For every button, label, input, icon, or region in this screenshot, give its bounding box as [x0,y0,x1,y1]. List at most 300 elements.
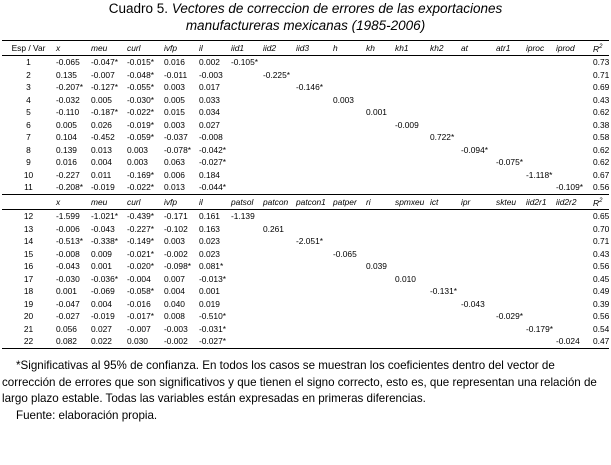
table-cell [495,248,525,261]
table-cell: 0.47 [593,336,609,347]
table-cell [365,181,394,194]
table-cell: 0.62 [593,144,609,155]
table-cell: 0.56 [593,261,609,272]
table-cell [332,119,365,132]
table-cell [365,335,394,348]
table-cell [429,106,460,119]
table-row [2,285,609,298]
table-cell [295,131,332,144]
table-cell [525,144,555,157]
table-cell [365,223,394,236]
table-cell: 0.67 [593,169,609,180]
table-cell: 0.016 [164,57,185,68]
table-cell [365,156,394,169]
table-cell [262,106,295,119]
table-cell: -0.008 [199,132,223,143]
table-cell [332,56,365,69]
column-header [2,194,55,209]
table-cell: 0.104 [56,132,77,143]
table-cell: 0.001 [91,261,112,272]
table-cell [429,119,460,132]
table-cell [295,56,332,69]
table-cell [394,81,429,94]
table-cell [495,260,525,273]
table-cell [262,119,295,132]
table-cell [460,223,495,236]
table-cell [555,235,592,248]
table-cell: -0.146* [296,82,324,93]
table-cell: -0.513* [56,236,84,247]
table-cell: 0.001 [366,107,387,118]
table-cell [495,56,525,69]
table-cell: -0.019* [127,119,155,130]
table-cell: 13 [23,223,34,234]
column-header: curl [126,41,163,56]
table-cell [262,298,295,311]
table-cell: 5 [26,107,31,118]
table-cell: -0.019 [91,182,115,193]
table-cell [332,298,365,311]
table-cell [429,156,460,169]
table-cell: -0.059* [127,132,155,143]
table-cell [332,310,365,323]
table-cell [332,81,365,94]
table-cell [394,223,429,236]
table-cell: -1.139 [231,211,255,222]
table-cell [365,94,394,107]
table-cell: -0.029* [496,311,524,322]
table-cell: -0.011 [164,69,188,80]
column-header: meu [90,41,126,56]
table-cell [460,248,495,261]
caption-title-line2: manufactureras mexicanas (1985-2006) [185,18,426,33]
table-cell [230,169,262,182]
table-cell [495,210,525,223]
column-header: ivfp [163,41,198,56]
table-row [2,169,609,182]
table-cell: 0.38 [593,119,609,130]
table-cell [230,223,262,236]
table-cell [495,181,525,194]
table-cell [525,273,555,286]
table-cell [332,144,365,157]
table-cell [555,260,592,273]
table-cell: -0.109* [556,182,584,193]
table-cell [230,273,262,286]
table-cell [365,310,394,323]
table-cell: -0.058* [127,286,155,297]
table-cell [460,335,495,348]
table-cell [460,56,495,69]
table-cell [429,144,460,157]
column-header: skteu [495,194,525,209]
table-cell [495,119,525,132]
table-cell: -0.032 [56,94,80,105]
table-cell: 0.016 [56,157,77,168]
table-cell: 17 [23,273,34,284]
table-cell [495,131,525,144]
table-cell [394,131,429,144]
table-cell: 4 [26,94,31,105]
caption-title-line1: Vectores de correccion de errores de las exportaciones [171,1,503,16]
table-cell [555,323,592,336]
table-cell [525,94,555,107]
table-cell: 0.43 [593,94,609,105]
table-cell [555,298,592,311]
column-header: kh1 [394,41,429,56]
table-cell [460,69,495,82]
table-cell [394,144,429,157]
table-cell [262,323,295,336]
table-cell: 0.013 [164,182,185,193]
column-header: x [55,41,90,56]
table-cell [365,298,394,311]
table-cell: 0.65 [593,211,609,222]
table-cell: 0.135 [56,69,77,80]
table-row [2,69,609,82]
column-header: curl [126,194,163,209]
table-cell: -0.187* [91,107,119,118]
table-cell: -0.439* [127,211,155,222]
table-cell [525,131,555,144]
table-cell [429,56,460,69]
table-cell: 0.73 [593,57,609,68]
table-cell: -0.510* [199,311,227,322]
table-cell: 0.017 [199,82,220,93]
column-header: h [332,41,365,56]
column-header: x [55,194,90,209]
table-cell: 0.009 [91,248,112,259]
table-cell [365,69,394,82]
table-cell [230,94,262,107]
table-cell: -0.027* [198,335,230,348]
table-cell [525,285,555,298]
table-cell [262,131,295,144]
table-cell: 10 [23,169,34,180]
table-cell [429,248,460,261]
table-cell [394,169,429,182]
caption-prefix: Cuadro 5. [108,1,169,16]
table-cell [295,69,332,82]
table-cell [460,210,495,223]
table-cell [262,181,295,194]
table-cell [525,156,555,169]
table-cell: 0.022 [90,335,126,348]
table-cell: 0.033 [199,94,220,105]
table-cell [332,210,365,223]
table-cell [525,69,555,82]
table-cell [230,260,262,273]
table-cell [495,94,525,107]
table-cell: 14 [23,236,34,247]
table-cell: 0.163 [199,223,220,234]
table-cell [394,298,429,311]
table-cell [230,285,262,298]
table-cell [332,285,365,298]
table-cell: -0.452 [91,132,115,143]
table-cell: 0.007 [164,273,185,284]
column-header: ivfp [163,194,198,209]
table-cell: 18 [23,286,34,297]
table-cell [230,181,262,194]
table-cell: -0.030* [127,94,155,105]
table-row [2,260,609,273]
table-row [2,235,609,248]
table-cell: -1.118* [526,169,553,180]
table-cell [295,181,332,194]
table-cell [495,81,525,94]
column-header: iproc [525,41,555,56]
table-cell: 0.70 [593,223,609,234]
table-cell [230,335,262,348]
table-cell: -1.021* [91,211,119,222]
table-row [2,335,609,348]
table-cell: 0.027 [91,323,112,334]
column-header: iid2r2 [555,194,592,209]
table-row [2,131,609,144]
column-header: iid2r1 [525,194,555,209]
table-cell: 0.45 [593,273,609,284]
table-cell: 0.43 [593,248,609,259]
table-cell: 16 [23,261,34,272]
table-cell [429,273,460,286]
table-cell: -0.003 [164,323,188,334]
table-cell [262,248,295,261]
table-cell [429,335,460,348]
table-cell [525,235,555,248]
table-cell [495,273,525,286]
table-cell: 0.003 [127,144,148,155]
caption-line-1 [0,0,611,17]
table-cell: -0.004 [127,273,151,284]
table-cell [394,181,429,194]
column-header: Esp / Var [2,41,55,56]
table-cell: 0.722* [430,132,455,143]
table-cell: -0.006 [56,223,80,234]
table-cell: 0.161 [199,211,220,222]
table-cell [230,298,262,311]
table-cell: 0.62 [593,157,609,168]
table-cell [262,260,295,273]
table-cell [365,273,394,286]
table-cell [460,119,495,132]
table-cell: -0.020* [127,261,155,272]
table-cell [262,310,295,323]
table-cell [429,298,460,311]
table-cell [332,156,365,169]
table-cell [230,323,262,336]
table-cell [495,69,525,82]
error-correction-table [2,40,609,349]
table-cell [394,235,429,248]
table-cell: -0.027 [56,311,80,322]
column-header: iid1 [230,41,262,56]
table-cell [555,119,592,132]
table-cell: 0.034 [199,107,220,118]
table-cell: -0.075* [496,157,524,168]
table-cell [555,310,592,323]
table-cell: 15 [23,248,34,259]
table-cell: -0.094* [461,144,489,155]
column-header: at [460,41,495,56]
table-cell: 0.002 [199,57,220,68]
table-row [2,323,609,336]
table-cell: 0.056 [56,323,77,334]
table-row [2,56,609,69]
table-cell [295,335,332,348]
table-cell [332,273,365,286]
table-cell [460,181,495,194]
table-cell: -0.055* [127,82,155,93]
table-cell: -0.044* [199,182,227,193]
table-cell [555,273,592,286]
table-cell [555,285,592,298]
table-cell [555,210,592,223]
table-cell: -2.051* [296,236,324,247]
table-cell: -0.002 [164,248,188,259]
table-cell [429,210,460,223]
table-cell [295,248,332,261]
table-cell [495,223,525,236]
table-cell: -0.065 [333,248,357,259]
table-cell [394,69,429,82]
table-cell: -0.008 [56,248,80,259]
table-cell: 6 [26,119,31,130]
table-cell: 0.49 [593,286,609,297]
column-header: patcon1 [295,194,332,209]
table-cell [394,56,429,69]
table-cell [525,260,555,273]
table-cell: 0.62 [593,107,609,118]
table-cell: 3 [26,82,31,93]
table-cell: -0.013* [199,273,227,284]
table-cell [555,169,592,182]
table-cell: 0.003 [164,119,185,130]
table-cell: 2 [26,69,31,80]
table-cell: 0.023 [199,236,220,247]
table-cell [525,310,555,323]
table-row [2,119,609,132]
column-header: atr1 [495,41,525,56]
table-cell [460,260,495,273]
column-header: il [198,194,230,209]
table-cell: 0.011 [91,169,112,180]
table-cell [262,156,295,169]
table-cell: 0.010 [395,273,416,284]
table-cell: 22 [2,335,55,348]
table-cell [230,119,262,132]
table-row [2,156,609,169]
table-cell [429,69,460,82]
table-cell [365,323,394,336]
table-cell [332,131,365,144]
table-row [2,223,609,236]
table-cell: 0.006 [164,169,185,180]
table-cell: -0.208* [56,182,84,193]
table-cell: 0.030 [126,335,163,348]
table-cell [495,169,525,182]
table-cell: -0.048* [127,69,155,80]
column-header: $R^2$ [592,194,609,209]
table-cell [230,156,262,169]
table-cell [429,223,460,236]
table-cell: 0.56 [593,182,609,193]
table-cell: 0.005 [164,94,185,105]
table-cell [332,181,365,194]
table-cell [394,335,429,348]
table-cell: -0.171 [164,211,188,222]
header-row [2,194,609,209]
table-cell [495,144,525,157]
table-cell [460,131,495,144]
table-cell: 0.013 [91,144,112,155]
table-cell: 0.019 [199,298,220,309]
table-cell [394,156,429,169]
table-cell [295,260,332,273]
table-notes [2,358,609,424]
table-cell: 0.039 [366,261,387,272]
table-row [2,106,609,119]
table-cell [495,323,525,336]
table-cell [332,69,365,82]
table-cell: 0.003 [333,94,354,105]
table-cell [230,144,262,157]
table-cell: -0.047* [91,57,119,68]
table-cell: -0.225* [263,69,291,80]
table-cell [332,169,365,182]
table-cell [230,310,262,323]
table-cell: 0.063 [164,157,185,168]
table-cell [525,335,555,348]
table-cell [460,156,495,169]
table-cell: 0.71 [593,236,609,247]
table-cell [262,169,295,182]
table-cell: -0.017* [127,311,155,322]
table-cell: -0.105* [231,57,259,68]
table-cell [295,210,332,223]
table-cell: 7 [26,132,31,143]
table-cell [394,210,429,223]
table-row [2,310,609,323]
column-header: iid2 [262,41,295,56]
table-cell [555,223,592,236]
table-cell: 0.026 [91,119,112,130]
table-cell [394,323,429,336]
column-header: iprod [555,41,592,56]
table-cell: 0.015 [164,107,185,118]
column-header: spmxeu [394,194,429,209]
table-cell [394,285,429,298]
column-header: ipr [460,194,495,209]
table-row [2,273,609,286]
table-cell: 0.39 [593,298,609,309]
table-cell [332,223,365,236]
table-cell: -0.149* [127,236,155,247]
table-cell [262,210,295,223]
table-cell [295,94,332,107]
table-cell: -0.043 [56,261,80,272]
table-cell: -0.043 [461,298,485,309]
table-cell [365,119,394,132]
table-cell: -0.002 [163,335,198,348]
column-header: kh2 [429,41,460,56]
table-cell: 0.58 [593,132,609,143]
table-cell: -0.031* [199,323,227,334]
table-cell [295,119,332,132]
table-cell: 0.008 [164,311,185,322]
table-cell: 0.261 [263,223,284,234]
table-cell: -0.016 [127,298,151,309]
